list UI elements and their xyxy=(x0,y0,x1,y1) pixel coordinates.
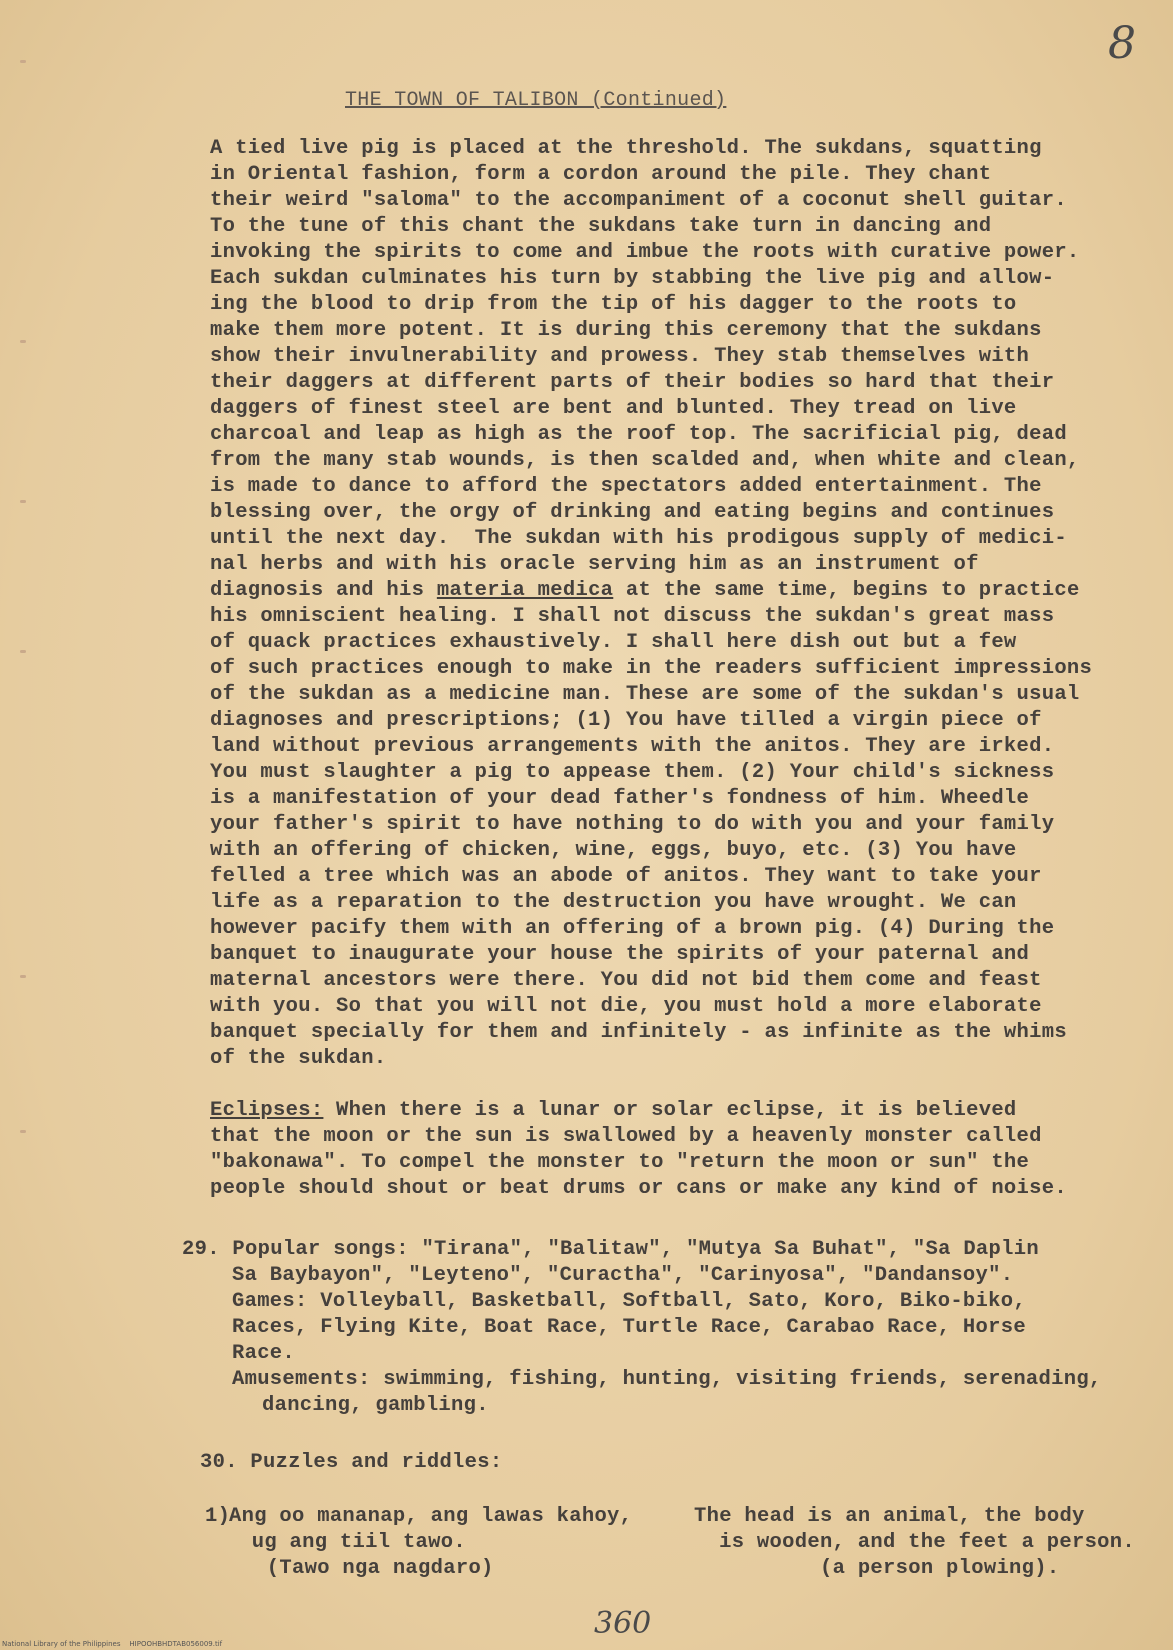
text-line: from the many stab wounds, is then scalded and, when white and clean, xyxy=(210,449,1080,472)
text-line: make them more potent. It is during this ceremony that the sukdans xyxy=(210,319,1042,342)
text-line: ing the blood to drip from the tip of his dagger to the roots to xyxy=(210,293,1017,316)
margin-mark xyxy=(20,60,26,63)
corner-page-number: 8 xyxy=(1108,18,1136,69)
text-line: is a manifestation of your dead father's fondness of him. Wheedle xyxy=(210,787,1030,810)
eclipses-label: Eclipses: xyxy=(210,1099,324,1122)
text-line: Each sukdan culminates his turn by stabbing the live pig and allow- xyxy=(210,267,1055,290)
text-line: of such practices enough to make in the readers sufficient impressions xyxy=(210,657,1093,680)
text-line: of the sukdan as a medicine man. These are some of the sukdan's usual xyxy=(210,683,1080,706)
riddle-number: 1) xyxy=(205,1505,231,1528)
riddle-english: The head is an animal, the body xyxy=(694,1505,1085,1528)
text-span: at the same time, begins to practice xyxy=(613,579,1080,602)
text-line: "bakonawa". To compel the monster to "return the moon or sun" the xyxy=(210,1151,1030,1174)
riddle-visayan: Ang oo mananap, ang lawas kahoy, xyxy=(229,1505,633,1528)
text-span: diagnosis and his xyxy=(210,579,437,602)
margin-mark xyxy=(20,500,26,503)
text-line: of quack practices exhaustively. I shall here dish out but a few xyxy=(210,631,1017,654)
riddle-row xyxy=(205,1504,1135,1530)
margin-mark xyxy=(20,975,26,978)
riddle-1 xyxy=(205,1504,1135,1582)
text-line: You must slaughter a pig to appease them. (2) Your child's sickness xyxy=(210,761,1055,784)
bottom-page-number: 360 xyxy=(594,1606,652,1641)
margin-mark xyxy=(20,650,26,653)
text-line: 29. Popular songs: "Tirana", "Balitaw", "Mutya Sa Buhat", "Sa Daplin xyxy=(182,1238,1039,1261)
eclipses-first-line xyxy=(210,1098,1130,1124)
text-line: diagnoses and prescriptions; (1) You have tilled a virgin piece of xyxy=(210,709,1042,732)
text-line: charcoal and leap as high as the roof top. The sacrificial pig, dead xyxy=(210,423,1067,446)
archive-footer: National Library of the Philippines HIPOOHBHDTAB056009.tif xyxy=(2,1640,223,1648)
text-line: is made to dance to afford the spectators added entertainment. The xyxy=(210,475,1042,498)
text-line: their weird "saloma" to the accompaniment of a coconut shell guitar. xyxy=(210,189,1067,212)
text-line: Race. xyxy=(232,1342,296,1365)
margin-mark xyxy=(20,340,26,343)
item-30-heading: 30. Puzzles and riddles: xyxy=(200,1451,503,1474)
text-line: Games: Volleyball, Basketball, Softball, Sato, Koro, Biko-biko, xyxy=(232,1290,1026,1313)
text-line: people should shout or beat drums or cans or make any kind of noise. xyxy=(210,1177,1067,1200)
materia-medica-term: materia medica xyxy=(436,579,614,602)
riddle-row xyxy=(205,1556,1135,1582)
text-line: banquet to inaugurate your house the spirits of your paternal and xyxy=(210,943,1030,966)
body-text xyxy=(210,136,1130,1072)
spacer xyxy=(205,1556,229,1582)
riddle-english: is wooden, and the feet a person. xyxy=(643,1531,1135,1554)
item-29-songs-games-amusements xyxy=(182,1237,1132,1419)
riddle-row xyxy=(205,1530,1135,1556)
spacer xyxy=(205,1530,227,1556)
text-line: A tied live pig is placed at the threshold. The sukdans, squatting xyxy=(210,137,1042,160)
text-line: life as a reparation to the destruction you have wrought. We can xyxy=(210,891,1017,914)
text-line: Sa Baybayon", "Leyteno", "Curactha", "Carinyosa", "Dandansoy". xyxy=(232,1264,1014,1287)
riddle-visayan: ug ang tiil tawo. xyxy=(226,1531,466,1554)
text-line: nal herbs and with his oracle serving him as an instrument of xyxy=(210,553,979,576)
text-line: blessing over, the orgy of drinking and eating begins and continues xyxy=(210,501,1055,524)
text-line: of the sukdan. xyxy=(210,1047,387,1070)
materia-medica-line xyxy=(210,578,1130,604)
margin-mark xyxy=(20,1130,26,1133)
text-line: show their invulnerability and prowess. They stab themselves with xyxy=(210,345,1030,368)
text-line: maternal ancestors were there. You did not bid them come and feast xyxy=(210,969,1042,992)
text-line: until the next day. The sukdan with his prodigous supply of medici- xyxy=(210,527,1067,550)
text-line: your father's spirit to have nothing to do with you and your family xyxy=(210,813,1055,836)
riddle-answer-english: (a person plowing). xyxy=(694,1557,1060,1580)
text-line: Amusements: swimming, fishing, hunting, visiting friends, serenading, xyxy=(232,1368,1102,1391)
text-line: his omniscient healing. I shall not discuss the sukdan's great mass xyxy=(210,605,1055,628)
text-line: that the moon or the sun is swallowed by a heavenly monster called xyxy=(210,1125,1042,1148)
text-line: with you. So that you will not die, you must hold a more elaborate xyxy=(210,995,1042,1018)
text-line: with an offering of chicken, wine, eggs, buyo, etc. (3) You have xyxy=(210,839,1017,862)
page-title: THE TOWN OF TALIBON (Continued) xyxy=(345,89,727,112)
text-line: daggers of finest steel are bent and blunted. They tread on live xyxy=(210,397,1017,420)
text-line: however pacify them with an offering of a brown pig. (4) During the xyxy=(210,917,1055,940)
text-line: invoking the spirits to come and imbue the roots with curative power. xyxy=(210,241,1080,264)
eclipses-paragraph xyxy=(210,1098,1130,1202)
text-line: felled a tree which was an abode of anitos. They want to take your xyxy=(210,865,1042,888)
text-line: To the tune of this chant the sukdans take turn in dancing and xyxy=(210,215,992,238)
text-line: Races, Flying Kite, Boat Race, Turtle Race, Carabao Race, Horse xyxy=(232,1316,1026,1339)
text-line: their daggers at different parts of their bodies so hard that their xyxy=(210,371,1055,394)
text-span: When there is a lunar or solar eclipse, it is believed xyxy=(323,1099,1017,1122)
text-line: land without previous arrangements with the anitos. They are irked. xyxy=(210,735,1055,758)
text-line: dancing, gambling. xyxy=(262,1394,489,1417)
riddle-answer-visayan: (Tawo nga nagdaro) xyxy=(229,1557,494,1580)
text-line: in Oriental fashion, form a cordon around the pile. They chant xyxy=(210,163,992,186)
text-line: banquet specially for them and infinitely - as infinite as the whims xyxy=(210,1021,1067,1044)
